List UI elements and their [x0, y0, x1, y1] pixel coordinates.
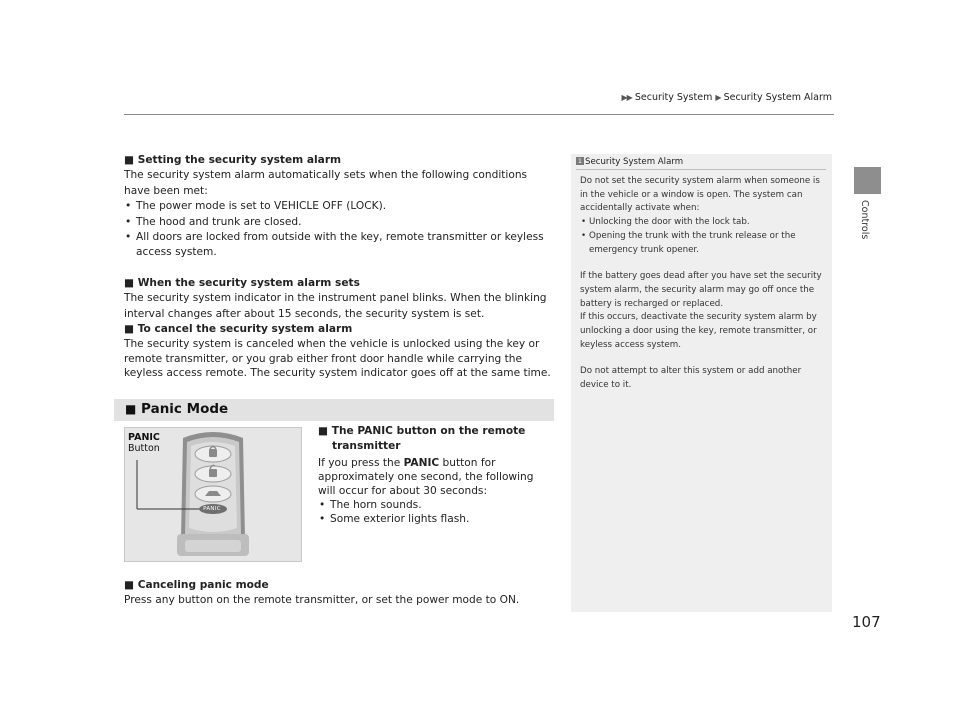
bullet-dot-icon: • [319, 498, 326, 511]
list-item: • Opening the trunk with the trunk release or the emergency trunk opener. [581, 230, 796, 255]
section-heading-panic-button: ■ The PANIC button on the remote transmitter [318, 425, 526, 453]
section-heading-alarm-sets: ■ When the security system alarm sets [124, 276, 360, 289]
list-item: • Unlocking the door with the lock tab. [580, 216, 826, 230]
bullet-dot-icon: • [125, 215, 132, 228]
canceling-panic-body: Press any button on the remote transmitter, or set the power mode to ON. [124, 594, 520, 607]
panic-mode-title: ■ Panic Mode [125, 401, 229, 417]
main-content [124, 153, 556, 380]
note-paragraph: Do not attempt to alter this system or add another device to it. [580, 366, 802, 391]
fob-panic-button-label: PANIC [203, 506, 221, 512]
bullet-dot-icon: • [581, 217, 587, 228]
breadcrumb-item-security-system-alarm[interactable]: Security System Alarm [723, 92, 832, 103]
note-paragraph: If the battery goes dead after you have set the security system alarm, the security alarm may go off once the battery is recharged or replaced. [580, 271, 822, 309]
square-bullet-icon: ■ [318, 425, 329, 437]
canceling-panic-section [124, 578, 564, 609]
panic-effects-list [318, 498, 554, 526]
list-item: • The power mode is set to VEHICLE OFF (LOCK). [124, 199, 556, 214]
bullet-dot-icon: • [319, 512, 326, 525]
bullet-dot-icon: • [125, 200, 132, 213]
section-heading-cancel-alarm: ■ To cancel the security system alarm [124, 323, 353, 336]
alarm-sets-body: The security system indicator in the instrument panel blinks. When the blinking interval changes after about 15 seconds, the security system is set. [124, 292, 547, 320]
square-bullet-icon: ■ [124, 276, 135, 289]
note-body [580, 175, 826, 393]
square-bullet-icon: ■ [124, 154, 135, 166]
header-divider [124, 114, 834, 115]
list-item: • The horn sounds. [319, 498, 422, 511]
panic-button-body: If you press the PANIC button for approximately one second, the following will occur for about 30 seconds: [318, 456, 534, 497]
note-number-icon: 1 [577, 157, 583, 165]
side-tab-label[interactable]: Controls [859, 200, 870, 240]
note-title: 1 Security System Alarm [577, 157, 684, 167]
page-number: 107 [852, 613, 881, 631]
list-item: • The hood and trunk are closed. [124, 215, 556, 230]
square-bullet-icon: ■ [124, 579, 135, 591]
list-item: • Some exterior lights flash. [319, 512, 470, 525]
list-item: • All doors are locked from outside with the key, remote transmitter or keyless access system. [125, 231, 544, 259]
note-paragraph: Do not set the security system alarm when someone is in the vehicle or a window is open. The system can accidentally activate when: [580, 176, 820, 214]
breadcrumb-arrow-icon: ▶▶ [621, 93, 632, 102]
breadcrumb [622, 92, 832, 103]
bullet-dot-icon: • [125, 231, 132, 244]
note-paragraph: If this occurs, deactivate the security system alarm by unlocking a door using the key, remote transmitter, or keyless access system. [580, 312, 817, 350]
setting-alarm-intro: The security system alarm automatically sets when the following conditions have been met: [124, 169, 528, 197]
side-tab-marker [854, 167, 881, 194]
section-heading-setting-alarm: ■ Setting the security system alarm [124, 154, 342, 166]
note-list [580, 216, 826, 257]
breadcrumb-arrow-icon: ▶ [715, 93, 721, 102]
section-heading-canceling-panic: ■ Canceling panic mode [124, 579, 269, 591]
panic-button-description [318, 424, 554, 526]
note-divider [576, 169, 826, 170]
bullet-dot-icon: • [581, 230, 587, 241]
square-bullet-icon: ■ [125, 402, 137, 416]
breadcrumb-item-security-system[interactable]: Security System [634, 92, 713, 103]
square-bullet-icon: ■ [124, 323, 135, 336]
setting-alarm-conditions [124, 199, 556, 261]
panic-button-callout: PANIC Button [128, 432, 160, 454]
cancel-alarm-body: The security system is canceled when the vehicle is unlocked using the key or remote transmitter, or you grab either front door handle while carrying the keyless access remote. The security system indicator goes off at the same time. [124, 338, 551, 379]
